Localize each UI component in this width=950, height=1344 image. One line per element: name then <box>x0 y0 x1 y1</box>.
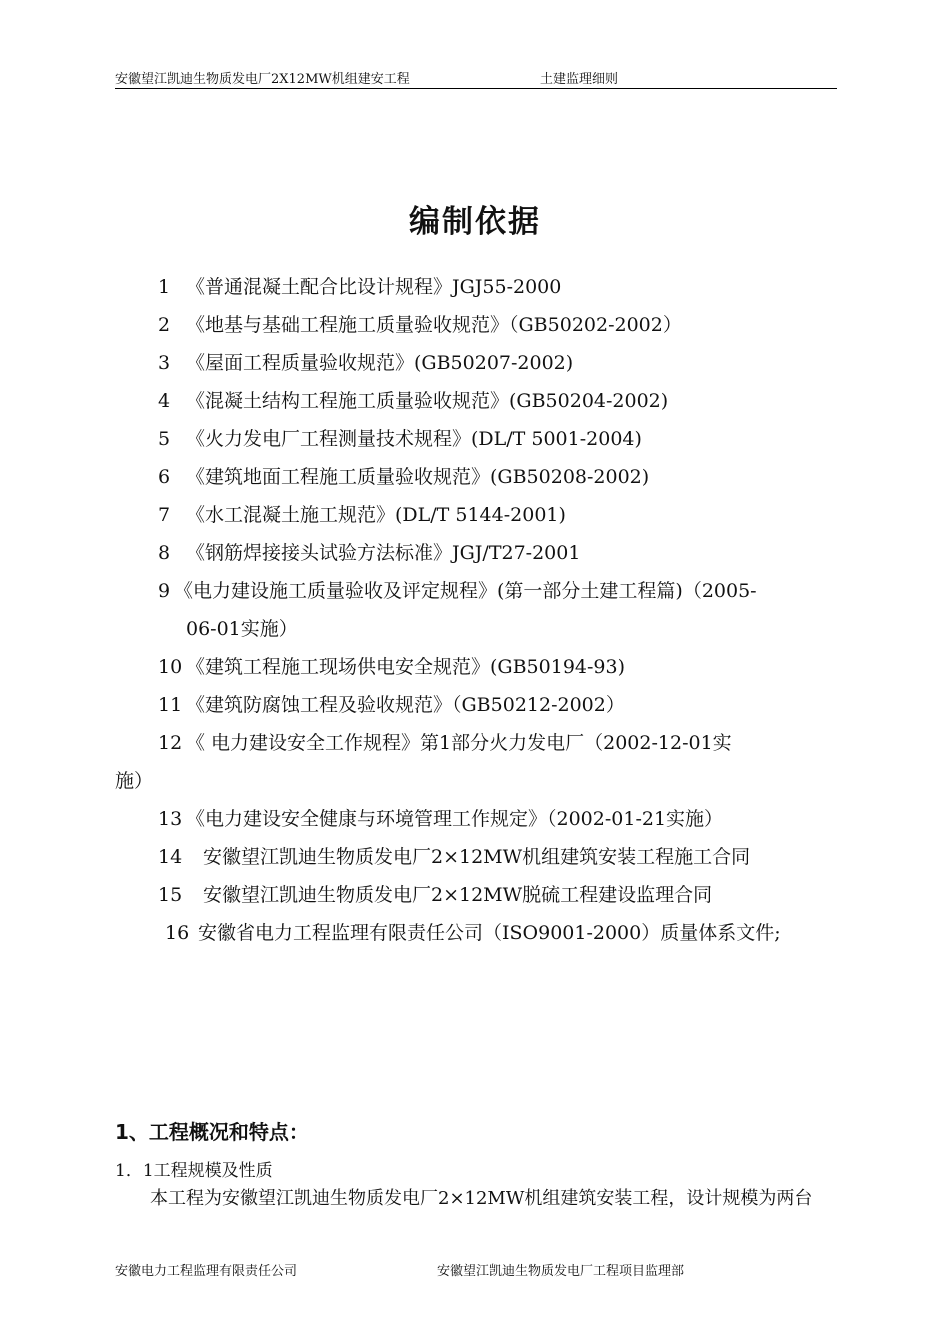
item-number: 2 <box>158 314 171 336</box>
body-paragraph: 本工程为安徽望江凯迪生物质发电厂2×12MW机组建筑安装工程，设计规模为两台 <box>150 1188 813 1209</box>
list-item <box>0 572 950 648</box>
basis-list <box>0 268 950 952</box>
list-item <box>0 534 950 572</box>
item-number: 13 <box>158 808 183 830</box>
header-project-name: 安徽望江凯迪生物质发电厂2X12MW机组建安工程 <box>115 72 410 87</box>
item-number: 1 <box>158 276 171 298</box>
item-text: 《普通混凝土配合比设计规程》JGJ55-2000 <box>186 276 562 298</box>
item-text: 安徽望江凯迪生物质发电厂2×12MW机组建筑安装工程施工合同 <box>203 846 751 868</box>
item-number: 11 <box>158 694 183 716</box>
item-text: 《建筑地面工程施工质量验收规范》(GB50208-2002) <box>186 466 650 488</box>
item-number: 6 <box>158 466 171 488</box>
item-number: 4 <box>158 390 171 412</box>
list-item <box>0 382 950 420</box>
list-item <box>0 458 950 496</box>
footer-department: 安徽望江凯迪生物质发电厂工程项目监理部 <box>437 1264 685 1279</box>
item-text-line2: 施） <box>115 770 154 792</box>
subsection-title: 1．1工程规模及性质 <box>115 1161 273 1181</box>
item-text: 《电力建设安全健康与环境管理工作规定》（2002-01-21实施） <box>186 808 724 830</box>
item-text-line1: 《 电力建设安全工作规程》第1部分火力发电厂（2002-12-01实 <box>186 732 732 754</box>
list-item <box>0 496 950 534</box>
item-number: 8 <box>158 542 171 564</box>
list-item <box>0 800 950 838</box>
list-item <box>0 420 950 458</box>
item-number: 10 <box>158 656 183 678</box>
item-text: 《地基与基础工程施工质量验收规范》（GB50202-2002） <box>186 314 682 336</box>
item-text-line1: 《电力建设施工质量验收及评定规程》(第一部分土建工程篇)（2005- <box>174 580 757 602</box>
list-item <box>0 686 950 724</box>
section-title: 1、工程概况和特点： <box>115 1120 309 1144</box>
item-text: 《火力发电厂工程测量技术规程》(DL/T 5001-2004) <box>186 428 642 450</box>
list-item <box>0 268 950 306</box>
page-header <box>115 66 837 89</box>
item-number: 12 <box>158 732 183 754</box>
list-item <box>0 648 950 686</box>
item-text: 《水工混凝土施工规范》(DL/T 5144-2001) <box>186 504 566 526</box>
item-text-line2: 06-01实施） <box>186 618 298 640</box>
footer-company: 安徽电力工程监理有限责任公司 <box>115 1264 298 1279</box>
header-doc-type: 土建监理细则 <box>540 72 619 87</box>
item-text: 《建筑防腐蚀工程及验收规范》（GB50212-2002） <box>186 694 625 716</box>
list-item <box>0 724 950 800</box>
page-title: 编制依据 <box>409 204 541 240</box>
item-number: 9 <box>158 580 171 602</box>
list-item <box>0 306 950 344</box>
item-number: 15 <box>158 884 183 906</box>
item-number: 7 <box>158 504 171 526</box>
list-item <box>0 838 950 876</box>
list-item <box>0 344 950 382</box>
list-item <box>0 914 950 952</box>
item-number: 14 <box>158 846 183 868</box>
item-text: 安徽望江凯迪生物质发电厂2×12MW脱硫工程建设监理合同 <box>203 884 713 906</box>
list-item <box>0 876 950 914</box>
item-text: 安徽省电力工程监理有限责任公司（ISO9001-2000）质量体系文件; <box>198 922 781 944</box>
item-text: 《钢筋焊接接头试验方法标准》JGJ/T27-2001 <box>186 542 581 564</box>
item-text: 《屋面工程质量验收规范》(GB50207-2002) <box>186 352 574 374</box>
item-number: 5 <box>158 428 171 450</box>
item-number: 3 <box>158 352 171 374</box>
item-text: 《建筑工程施工现场供电安全规范》(GB50194-93) <box>186 656 626 678</box>
item-text: 《混凝土结构工程施工质量验收规范》(GB50204-2002) <box>186 390 669 412</box>
item-number: 16 <box>165 922 190 944</box>
